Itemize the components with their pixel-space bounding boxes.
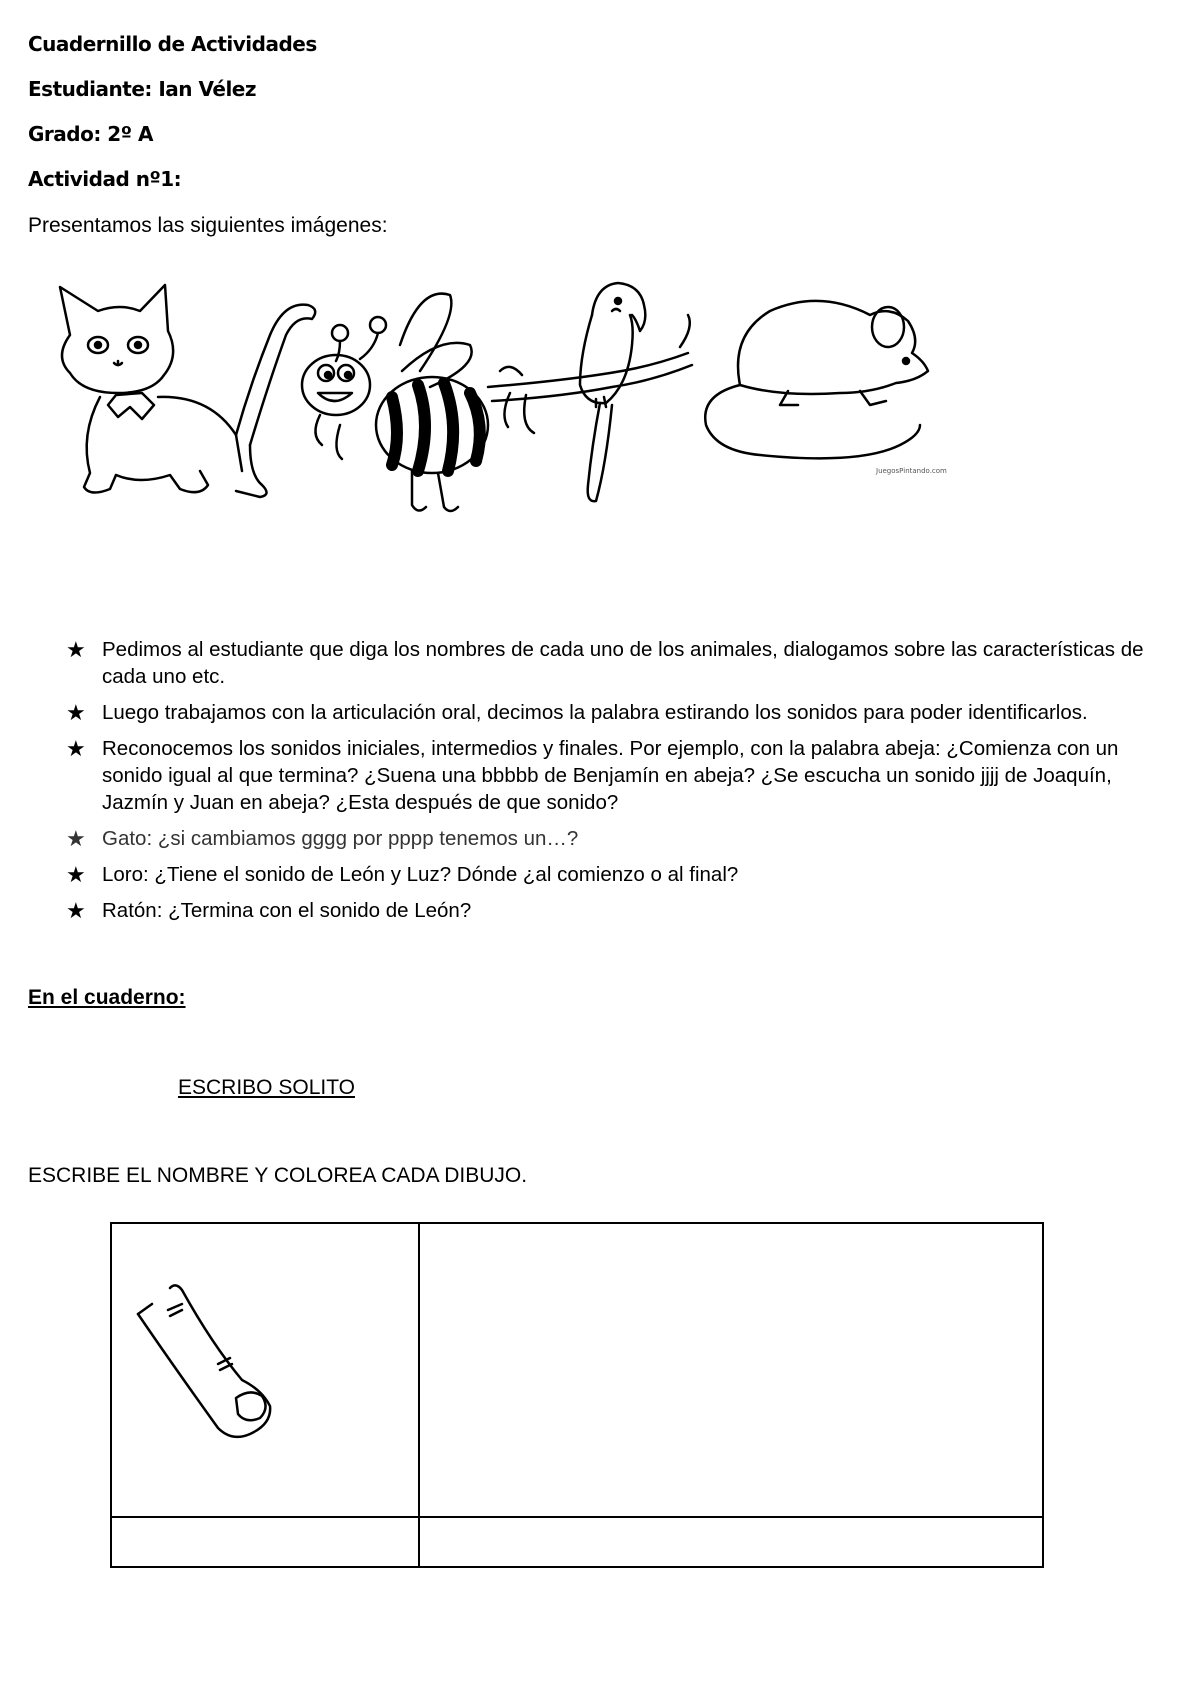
student-name: Estudiante: Ian Vélez bbox=[28, 77, 257, 101]
bee-drawing bbox=[302, 294, 488, 511]
mouse-drawing bbox=[705, 301, 947, 475]
list-item: ★ Reconocemos los sonidos iniciales, intermedios y finales. Por ejemplo, con la palabra abeja: ¿Comienza con un sonido igual al que termina? ¿Suena una bbbbb de Benjamín en abeja? ¿Se escucha un sonido jjjj de Joaquín, Jazmín y Juan en abeja? ¿Esta después de que sonido? bbox=[66, 736, 1119, 814]
activity-bullet-list bbox=[62, 636, 1182, 933]
name-writing-area[interactable] bbox=[420, 1224, 1044, 1516]
intro-text: Presentamos las siguientes imágenes: bbox=[28, 214, 388, 237]
star-icon: ★ bbox=[66, 862, 86, 887]
answer-cell-left[interactable] bbox=[112, 1518, 418, 1568]
star-icon: ★ bbox=[66, 826, 86, 851]
star-icon: ★ bbox=[66, 736, 86, 761]
worksheet-title: Cuadernillo de Actividades bbox=[28, 32, 317, 56]
finger-drawing bbox=[132, 1284, 292, 1444]
list-item: ★ Gato: ¿si cambiamos gggg por pppp tenemos un…? bbox=[66, 826, 579, 851]
list-item: ★ Luego trabajamos con la articulación oral, decimos la palabra estirando los sonidos para poder identificarlos. bbox=[66, 700, 1088, 725]
animals-illustration bbox=[40, 275, 1020, 525]
parrot-drawing bbox=[488, 283, 692, 501]
activity-label: Actividad nº1: bbox=[28, 167, 182, 191]
list-item: ★ Loro: ¿Tiene el sonido de León y Luz? Dónde ¿al comienzo o al final? bbox=[66, 862, 739, 887]
star-icon: ★ bbox=[66, 700, 86, 725]
cat-drawing bbox=[60, 285, 315, 497]
instruction-text: ESCRIBE EL NOMBRE Y COLOREA CADA DIBUJO. bbox=[28, 1164, 528, 1187]
star-icon: ★ bbox=[66, 898, 86, 923]
list-item: ★ Ratón: ¿Termina con el sonido de León? bbox=[66, 898, 472, 923]
watermark-text: JuegosPintando.com bbox=[876, 467, 947, 475]
answer-cell-right[interactable] bbox=[420, 1518, 1044, 1568]
answer-table bbox=[110, 1222, 1044, 1568]
list-item: ★ Pedimos al estudiante que diga los nombres de cada uno de los animales, dialogamos sobre las características de cada uno etc. bbox=[66, 637, 1144, 688]
grade-label: Grado: 2º A bbox=[28, 122, 153, 146]
notebook-heading: En el cuaderno: bbox=[28, 986, 186, 1009]
write-alone-heading: ESCRIBO SOLITO bbox=[178, 1076, 355, 1099]
star-icon: ★ bbox=[66, 637, 86, 662]
